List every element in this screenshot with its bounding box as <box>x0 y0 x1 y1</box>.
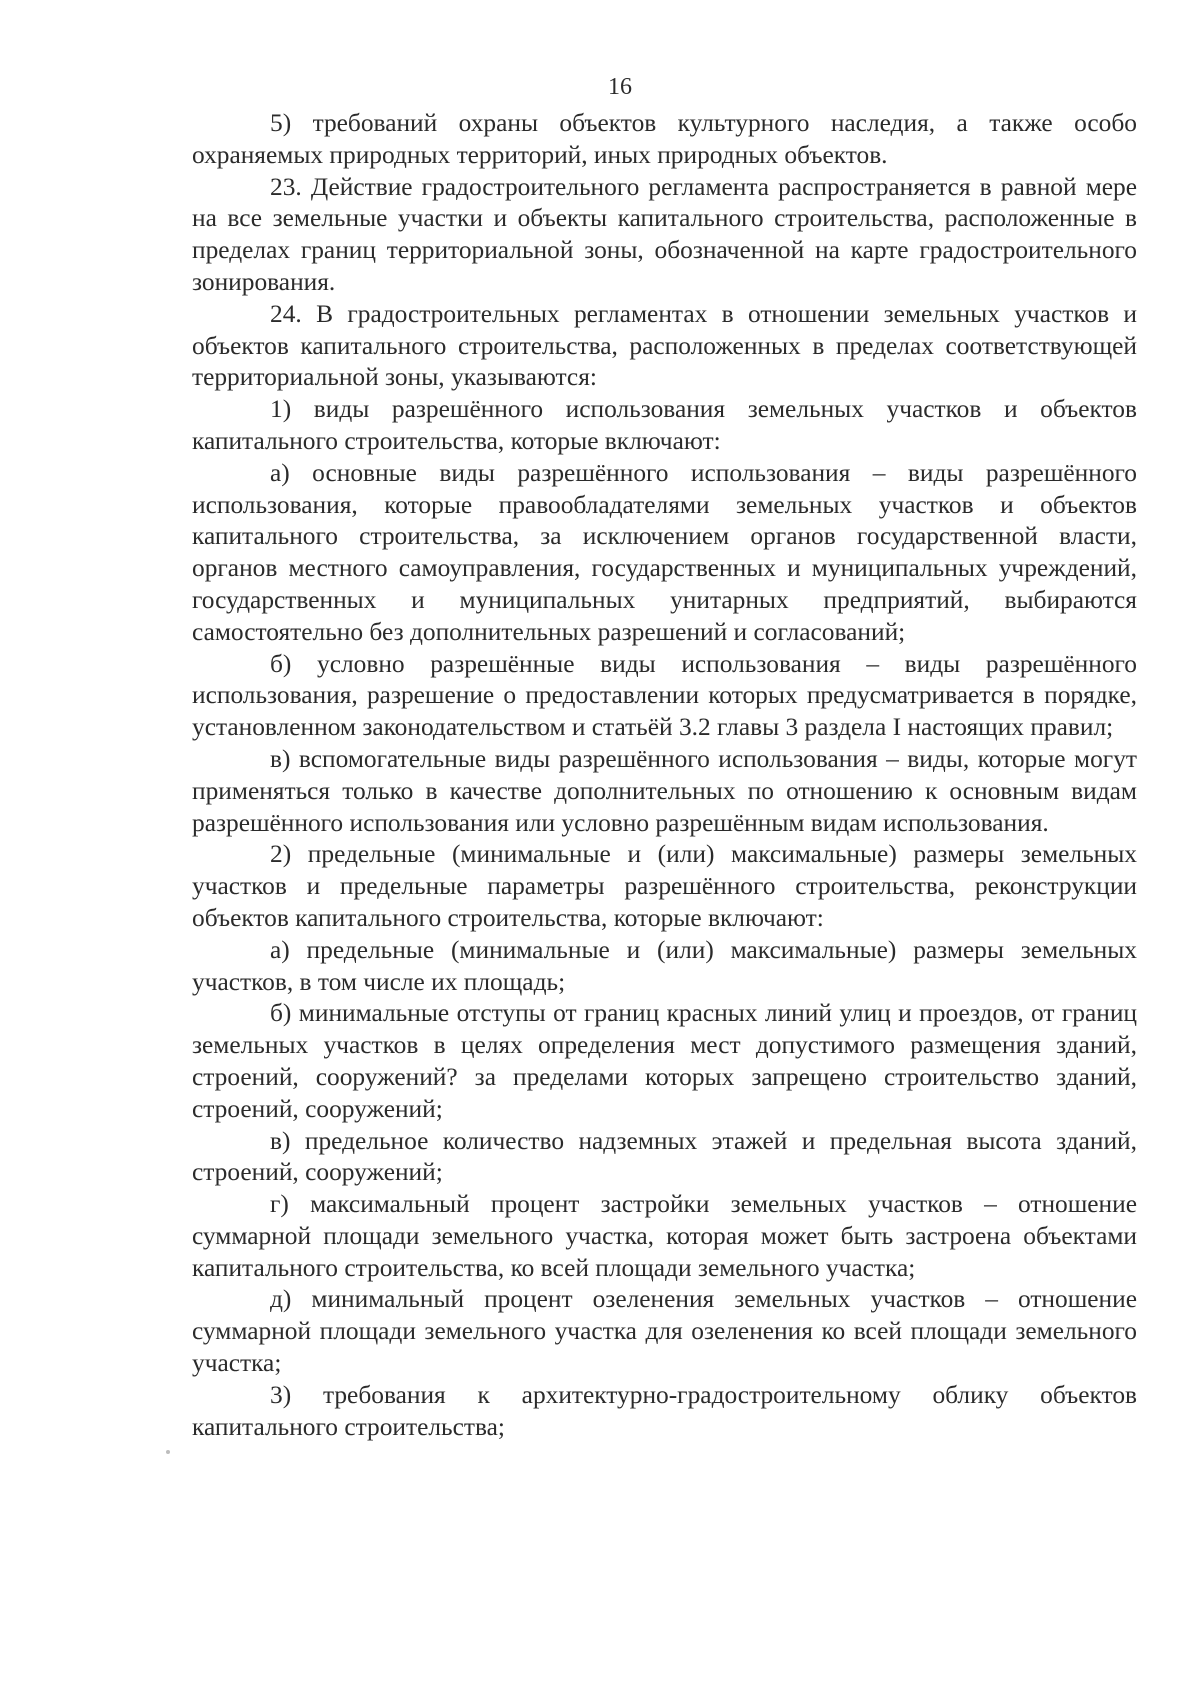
document-body <box>192 108 1137 1443</box>
paragraph-24-regulation-contents: 24. В градостроительных регламентах в отношении земельных участков и объектов капитального строительства, расположенных в пределах соответствующей территориальной зоны, указываются: <box>192 299 1137 392</box>
page-number: 16 <box>608 74 632 100</box>
paragraph-subitem-v-auxiliary-uses: в) вспомогательные виды разрешённого использования – виды, которые могут применяться только в качестве дополнительных по отношению к основным видам разрешённого использования или условно разрешённым видам использования. <box>192 744 1137 837</box>
paragraph-subitem-a-main-uses: а) основные виды разрешённого использования – виды разрешённого использования, которые правообладателями земельных участков и объектов капитального строительства, за исключением органов государственной власти, органов местного самоуправления, государственных и муниципальных учреждений, государственных и муниципальных унитарных предприятий, выбираются самостоятельно без дополнительных разрешений и согласований; <box>192 458 1137 646</box>
paragraph-subitem-b-conditional-uses: б) условно разрешённые виды использования – виды разрешённого использования, разрешение о предоставлении которых предусматривается в порядке, установленном законодательством и статьёй 3.2 главы 3 раздела I настоящих правил; <box>192 649 1137 742</box>
paragraph-subitem-a-plot-sizes: а) предельные (минимальные и (или) максимальные) размеры земельных участков, в том числе их площадь; <box>192 935 1137 996</box>
paragraph-item-2-limit-sizes: 2) предельные (минимальные и (или) максимальные) размеры земельных участков и предельные параметры разрешённого строительства, реконструкции объектов капитального строительства, которые включают: <box>192 840 1137 932</box>
paragraph-subitem-g-building-coverage: г) максимальный процент застройки земельных участков – отношение суммарной площади земельного участка, которая может быть застроена объектами капитального строительства, ко всей площади земельного участка; <box>192 1190 1137 1282</box>
paragraph-item-3-architecture: 3) требования к архитектурно-градостроительному облику объектов капитального строительства; <box>192 1380 1137 1441</box>
margin-speck <box>166 1450 170 1454</box>
paragraph-item-5-heritage: 5) требований охраны объектов культурного наследия, а также особо охраняемых природных территорий, иных природных объектов. <box>192 109 1137 169</box>
paragraph-subitem-v-floors-height: в) предельное количество надземных этажей и предельная высота зданий, строений, сооружений; <box>192 1126 1137 1187</box>
paragraph-subitem-d-landscaping: д) минимальный процент озеленения земельных участков – отношение суммарной площади земельного участка для озеленения ко всей площади земельного участка; <box>192 1285 1137 1378</box>
paragraph-item-1-permitted-uses: 1) виды разрешённого использования земельных участков и объектов капитального строительства, которые включают: <box>192 395 1137 455</box>
paragraph-23-regulation-scope: 23. Действие градостроительного регламента распространяется в равной мере на все земельные участки и объекты капитального строительства, расположенные в пределах границ территориальной зоны, обозначенной на карте градостроительного зонирования. <box>192 172 1137 296</box>
paragraph-subitem-b-setbacks: б) минимальные отступы от границ красных линий улиц и проездов, от границ земельных участков в целях определения мест допустимого размещения зданий, строений, сооружений? за пределами которых запрещено строительство зданий, строений, сооружений; <box>192 999 1137 1123</box>
